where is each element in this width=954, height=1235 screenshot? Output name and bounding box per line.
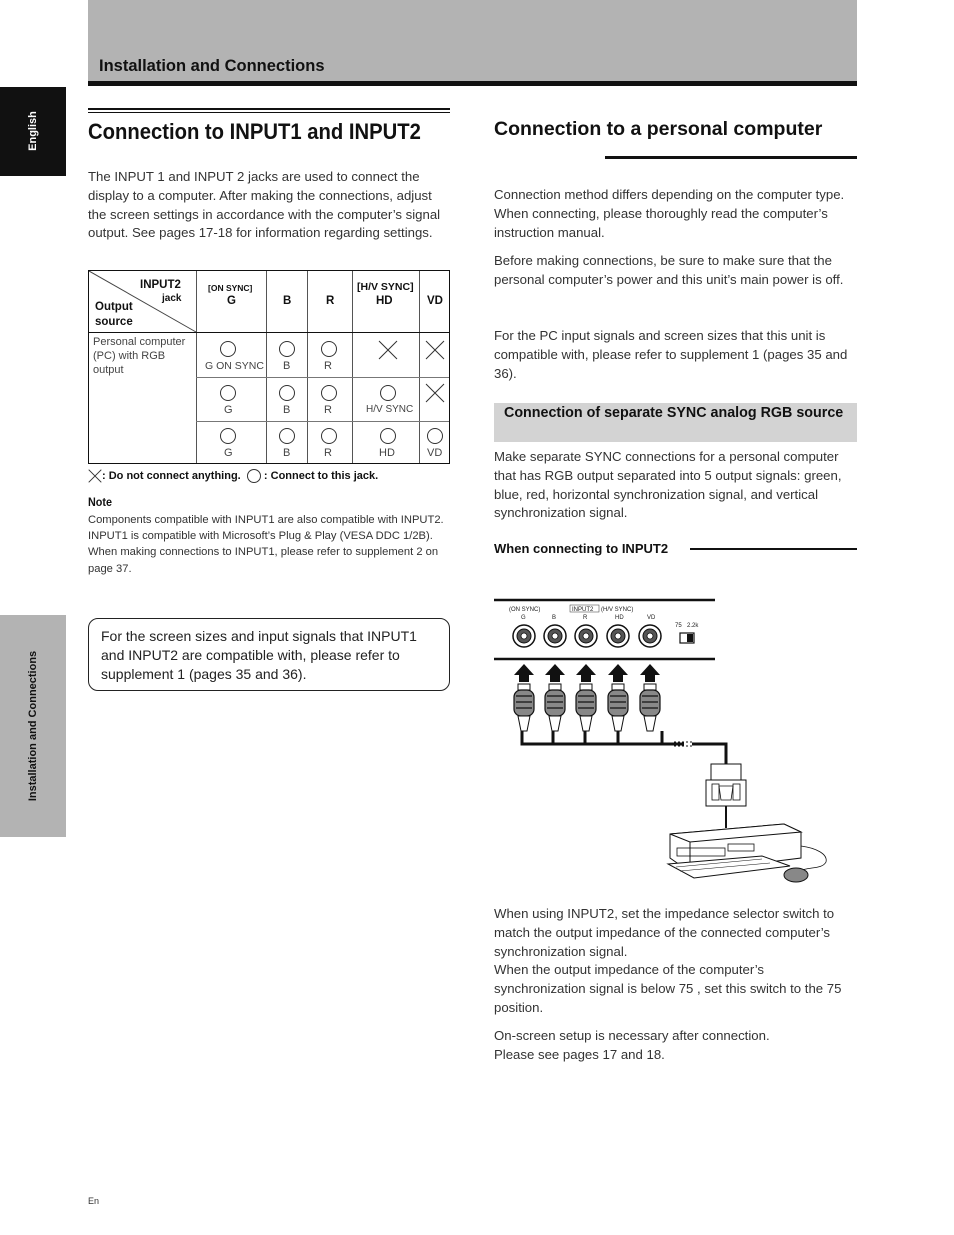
side-tab-english-label: English [27, 111, 39, 151]
jack-connect-circle [380, 428, 396, 444]
col-r-label: R [326, 295, 335, 307]
right-paragraph-2: Before making connections, be sure to make sure that the personal computer’s power and this unit’s main power is off. [494, 253, 844, 287]
side-tab-english [0, 87, 66, 176]
diagram-on-sync-label: (ON SYNC) [509, 607, 541, 613]
table-row-rule [196, 421, 449, 422]
corner-input2: INPUT2 [140, 279, 181, 291]
legend-cross-icon [88, 469, 102, 483]
diagram-input2-label: INPUT2 [572, 607, 594, 613]
cable-bundle [522, 731, 662, 744]
right-paragraph-3: For the PC input signals and screen sizes that this unit is compatible with, please refer to supplement 1 (pages 35 and 36). [494, 328, 848, 381]
do-not-connect-cross [378, 340, 398, 360]
cell-label: G [224, 404, 233, 416]
when-connecting-rule [690, 548, 857, 550]
corner-jack: jack [162, 293, 182, 304]
bnc-plug-g [514, 684, 534, 731]
bnc-jack-g [513, 625, 535, 647]
bnc-plug-hd [608, 684, 628, 731]
bnc-plug-vd [640, 684, 660, 731]
col-hd-sub: [H/V SYNC] [357, 281, 414, 293]
jack-connect-circle [220, 341, 236, 357]
cell-label: B [283, 447, 291, 459]
insert-arrow-icon [545, 664, 565, 682]
cell-label: R [324, 447, 332, 459]
bnc-jack-r [575, 625, 597, 647]
when-connecting-title: When connecting to INPUT2 [494, 541, 669, 556]
cell-label: VD [427, 447, 443, 459]
table-legend [88, 469, 378, 483]
table-row-rule [196, 377, 449, 378]
bnc-plug-b [545, 684, 565, 731]
jack-label-g: G [521, 615, 526, 621]
left-intro-paragraph: The INPUT 1 and INPUT 2 jacks are used to connect the display to a computer. After making the connections, adjust the screen settings in accordance with the computer’s signal output. See pages 17-18 for information regarding settings. [88, 169, 441, 241]
switch-75-label: 75 [675, 623, 682, 629]
table-vline [419, 271, 420, 463]
insert-arrow-icon [608, 664, 628, 682]
jack-connect-circle [220, 385, 236, 401]
jack-label-vd: VD [647, 615, 656, 621]
col-hd-label: HD [376, 295, 393, 307]
source-label: Personal computer (PC) with RGB output [93, 336, 186, 376]
connection-table [88, 270, 450, 464]
cell-label: R [324, 404, 332, 416]
bnc-jack-vd [639, 625, 661, 647]
note-line: When making connections to INPUT1, please refer to supplement 2 on page 37. [88, 546, 439, 575]
do-not-connect-cross [425, 383, 445, 403]
note-line: INPUT1 is compatible with Microsoft’s Plug & Play (VESA DDC 1/2B). [88, 530, 433, 543]
col-b-label: B [283, 295, 292, 307]
jack-connect-circle [279, 341, 295, 357]
col-g-label: G [227, 295, 236, 307]
right-heading-rule [605, 156, 857, 159]
col-vd-label: VD [427, 295, 443, 307]
corner-output: Output [95, 301, 133, 313]
insert-arrow-icon [514, 664, 534, 682]
left-heading-rule-top [88, 108, 450, 110]
right-paragraph-5: When using INPUT2, set the impedance selector switch to match the output impedance of the connected computer’s synchronization signal. When the output impedance of the computer’s synchronization signal is below 75 , set this switch to the 75 position. [494, 906, 842, 1015]
do-not-connect-cross [425, 340, 445, 360]
cell-label: H/V SYNC [366, 404, 414, 415]
bnc-plug-r [576, 684, 596, 731]
cell-label: HD [379, 447, 395, 459]
cable-to-dsub [692, 744, 726, 764]
diagram-hv-sync-label: (H/V SYNC) [601, 607, 634, 613]
legend-circle-text: : Connect to this jack. [263, 469, 379, 482]
side-tab-section [0, 615, 66, 837]
impedance-switch-slider [687, 634, 693, 642]
cell-label: G [224, 447, 233, 459]
callout-text: For the screen sizes and input signals that INPUT1 and INPUT2 are compatible with, please refer to supplement 1 (pages 35 and 36). [101, 628, 417, 682]
right-paragraph-6: On-screen setup is necessary after connection. Please see pages 17 and 18. [494, 1028, 770, 1062]
col-g-sub: [ON SYNC] [208, 283, 253, 293]
jack-connect-circle [380, 385, 396, 401]
right-heading: Connection to a personal computer [494, 118, 823, 140]
subheading-text: Connection of separate SYNC analog RGB source [504, 405, 844, 421]
right-paragraph-1: Connection method differs depending on the computer type. When connecting, please thoroughly read the computer’s instruction manual. [494, 187, 845, 240]
jack-label-r: R [583, 615, 588, 621]
table-vline [266, 271, 267, 463]
jack-label-hd: HD [615, 615, 624, 621]
jack-connect-circle [279, 428, 295, 444]
bnc-jack-hd [607, 625, 629, 647]
jack-label-b: B [552, 615, 557, 621]
jack-connect-circle [279, 385, 295, 401]
legend-circle-icon [247, 469, 261, 483]
computer-illustration [668, 824, 826, 882]
jack-connect-circle [321, 428, 337, 444]
connection-diagram [494, 596, 834, 886]
note-line: Components compatible with INPUT1 are also compatible with INPUT2. [88, 514, 444, 526]
switch-2k-label: 2.2k [687, 623, 699, 629]
jack-connect-circle [427, 428, 443, 444]
page-footer: En [88, 1196, 100, 1206]
header-title: Installation and Connections [99, 57, 325, 75]
insert-arrow-icon [640, 664, 660, 682]
bnc-jack-b [544, 625, 566, 647]
corner-source: source [95, 316, 133, 328]
cell-label: R [324, 360, 332, 372]
header-rule [88, 81, 857, 86]
left-heading-rule-bottom [88, 112, 450, 113]
side-tab-section-label: Installation and Connections [27, 650, 39, 802]
right-paragraph-4: Make separate SYNC connections for a personal computer that has RGB output separated into 5 output signals: green, blue, red, horizontal synchronization signal, and vertical synchronization signal. [494, 449, 842, 521]
cable-lines [553, 731, 618, 744]
cell-label: B [283, 404, 291, 416]
table-vline [307, 271, 308, 463]
legend-cross-text: : Do not connect anything. [102, 469, 241, 482]
jack-connect-circle [321, 385, 337, 401]
note-body [88, 512, 452, 577]
jack-connect-circle [220, 428, 236, 444]
subheading-box [494, 403, 857, 442]
jack-connect-circle [321, 341, 337, 357]
note-title: Note [88, 495, 113, 509]
cell-label: B [283, 360, 291, 372]
callout-box [88, 618, 450, 691]
left-heading: Connection to INPUT1 and INPUT2 [88, 119, 421, 144]
dsub-connector [706, 764, 746, 828]
table-vline [352, 271, 353, 463]
cell-label: G ON SYNC [205, 360, 264, 372]
insert-arrow-icon [576, 664, 596, 682]
